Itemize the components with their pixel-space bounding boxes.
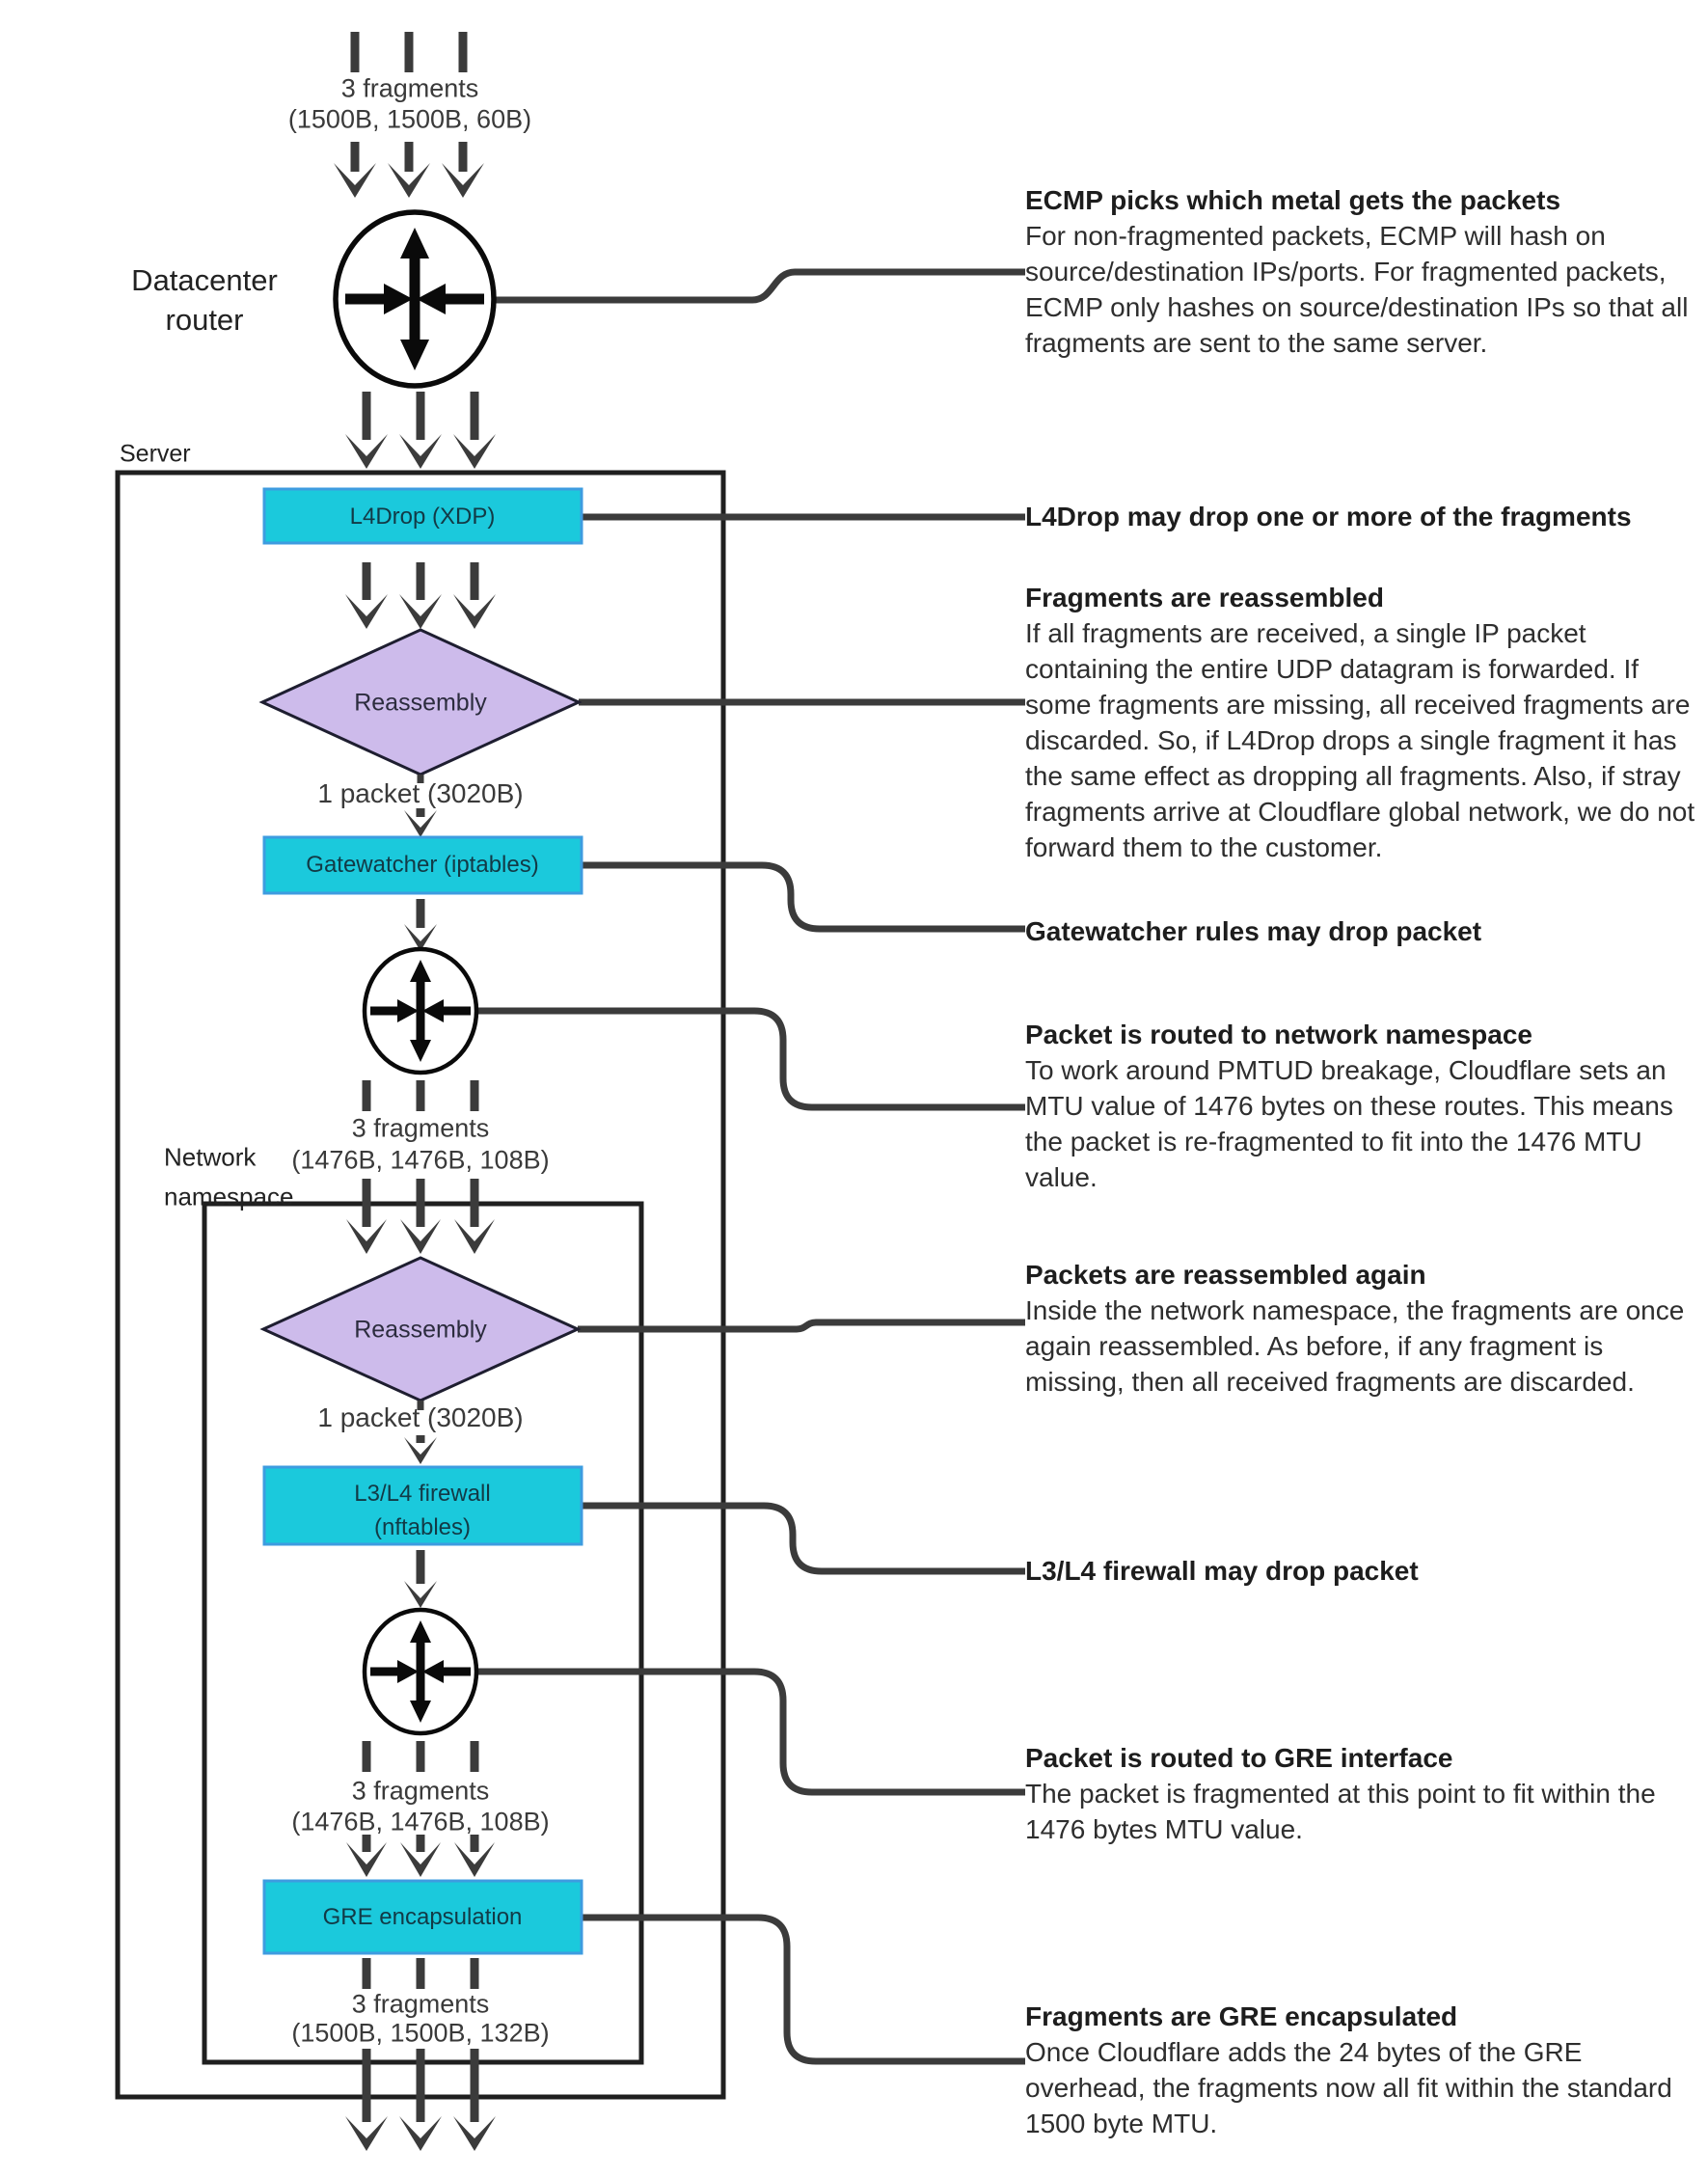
annotation-body: The packet is fragmented at this point to fit within the 1476 bytes MTU value. — [1025, 1779, 1656, 1844]
flow-arrows-into-router — [334, 142, 484, 198]
annotation-heading: Gatewatcher rules may drop packet — [1025, 916, 1482, 946]
annotation-firewall — [1025, 1553, 1705, 1589]
arrow-firewall-to-router — [404, 1550, 437, 1608]
gre-label: GRE encapsulation — [322, 1904, 523, 1930]
arrow-gatewatcher-to-router — [404, 899, 437, 951]
gatewatcher-label: Gatewatcher (iptables) — [306, 852, 539, 878]
gre-in-fragments-label: 3 fragments — [351, 1776, 490, 1806]
connector-reassembly2 — [578, 1322, 1025, 1329]
annotation-reassembled-again — [1025, 1257, 1705, 1400]
annotation-heading: Fragments are GRE encapsulated — [1025, 2001, 1458, 2031]
gre-out-fragments-sizes: (1500B, 1500B, 132B) — [291, 2018, 550, 2048]
annotation-reassembled — [1025, 580, 1705, 865]
network-namespace-label-line1: Network — [164, 1142, 257, 1172]
router-icon — [365, 1610, 476, 1733]
flow-arrows-into-netns — [346, 1179, 495, 1254]
annotation-l4drop — [1025, 499, 1705, 534]
gre-in-fragments-sizes: (1476B, 1476B, 108B) — [291, 1807, 550, 1837]
annotation-heading: L4Drop may drop one or more of the fragments — [1025, 502, 1632, 531]
annotation-body: To work around PMTUD breakage, Cloudflare sets an MTU value of 1476 bytes on these routes. This means the packet is re-fragmented to fit into the 1476 MTU value. — [1025, 1055, 1673, 1192]
connector-route-netns — [476, 1011, 1025, 1107]
connector-ecmp — [494, 272, 1025, 300]
datacenter-router-label-line2: router — [165, 303, 244, 337]
connector-firewall — [582, 1506, 1025, 1571]
annotation-body: Inside the network namespace, the fragments are once again reassembled. As before, if any fragment is missing, then all received fragments are discarded. — [1025, 1295, 1685, 1397]
annotation-gre-encapsulated — [1025, 1999, 1705, 2141]
router-icon — [336, 212, 494, 386]
annotation-body: If all fragments are received, a single IP packet containing the entire UDP datagram is forwarded. If some fragments are missing, all received fragments are discarded. So, if L4Drop drops a single fragment it has the same effect as dropping all fragments. Also, if stray fragments arrive at Cloudflare global network, we do not forward them to the customer. — [1025, 618, 1695, 862]
datacenter-router-label-line1: Datacenter — [131, 263, 278, 297]
reassembly2-label: Reassembly — [354, 1316, 487, 1344]
annotation-body: Once Cloudflare adds the 24 bytes of the GRE overhead, the fragments now all fit within the standard 1500 byte MTU. — [1025, 2037, 1672, 2138]
server-label: Server — [120, 440, 191, 468]
packet1-label: 1 packet (3020B) — [317, 778, 524, 808]
annotation-heading: Fragments are reassembled — [1025, 583, 1384, 612]
l4drop-label: L4Drop (XDP) — [349, 503, 496, 530]
fragment-ticks-gre-in — [366, 1741, 474, 1772]
netns-fragments-sizes: (1476B, 1476B, 108B) — [291, 1145, 550, 1175]
flow-arrows-out-bottom — [345, 2049, 496, 2151]
firewall-label-line2: (nftables) — [373, 1514, 472, 1540]
annotation-routed-netns — [1025, 1017, 1705, 1195]
reassembly1-label: Reassembly — [354, 689, 487, 717]
annotation-heading: Packet is routed to GRE interface — [1025, 1743, 1453, 1773]
flow-arrows-into-server — [345, 392, 496, 469]
annotation-gatewatcher — [1025, 913, 1705, 949]
packet2-label: 1 packet (3020B) — [317, 1402, 524, 1432]
annotation-heading: L3/L4 firewall may drop packet — [1025, 1556, 1419, 1586]
top-fragments-label: 3 fragments — [340, 73, 479, 103]
arrow-packet1-to-gatewatcher — [404, 808, 437, 837]
netns-fragments-label: 3 fragments — [351, 1113, 490, 1143]
arrow-packet2-to-firewall — [404, 1435, 437, 1464]
connector-route-gre — [476, 1672, 1025, 1792]
top-fragments-sizes: (1500B, 1500B, 60B) — [287, 104, 532, 134]
annotation-heading: Packet is routed to network namespace — [1025, 1020, 1532, 1049]
annotation-heading: Packets are reassembled again — [1025, 1260, 1426, 1290]
network-namespace-label-line2: namespace — [164, 1182, 294, 1211]
fragment-ticks-netns — [366, 1080, 474, 1111]
flow-arrows-into-gre — [346, 1835, 495, 1877]
fragment-ticks-top — [355, 32, 463, 72]
firewall-label-line1: L3/L4 firewall — [354, 1481, 491, 1507]
flow-arrows-into-reassembly1 — [345, 562, 496, 629]
gre-out-fragments-label: 3 fragments — [351, 1989, 490, 2019]
annotation-body: For non-fragmented packets, ECMP will hash on source/destination IPs/ports. For fragmented packets, ECMP only hashes on source/destination IPs so that all fragments are sent to the same server. — [1025, 221, 1689, 358]
annotation-ecmp — [1025, 182, 1705, 361]
connector-gatewatcher — [582, 865, 1025, 929]
fragment-ticks-gre-out — [366, 1958, 474, 1989]
annotation-routed-gre — [1025, 1740, 1705, 1847]
connector-gre — [582, 1918, 1025, 2061]
annotation-heading: ECMP picks which metal gets the packets — [1025, 185, 1561, 215]
router-icon — [365, 949, 476, 1073]
